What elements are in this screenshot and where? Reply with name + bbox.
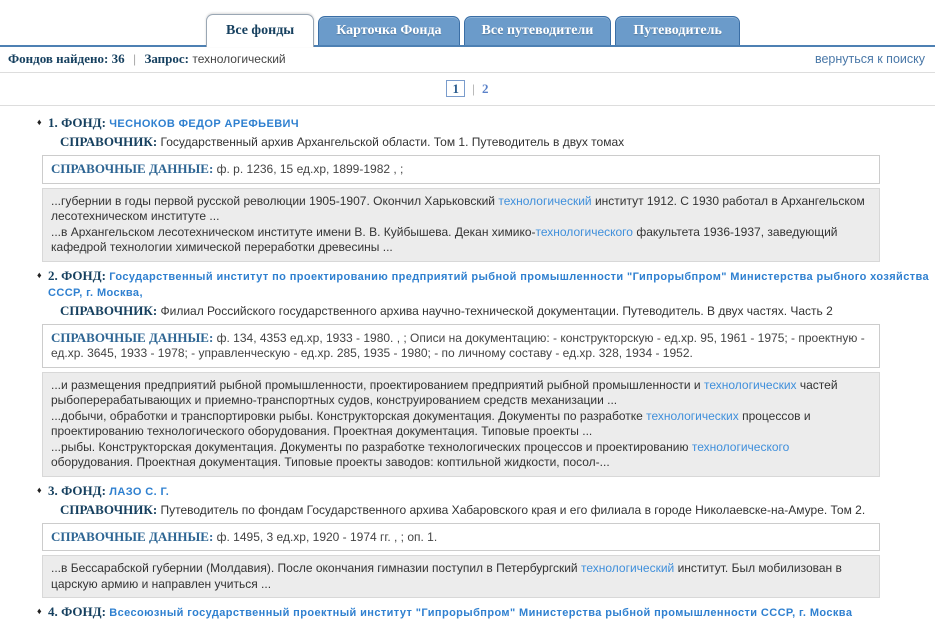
reference-data-label: СПРАВОЧНЫЕ ДАННЫЕ: [51,329,214,345]
fund-name-link[interactable]: ЛАЗО С. Г. [109,485,170,498]
snippet-text-before: ...рыбы. Конструкторская документация. Документы по разработке технологических процессов и проектированию [51,439,692,454]
found-count: 36 [111,51,125,66]
tab-fund-card[interactable]: Карточка Фонда [318,16,459,45]
found-label: Фондов найдено: [8,51,109,66]
guide-text: Путеводитель по фондам Государственного архива Хабаровского края и его филиала в городе Николаевске-на-Амуре. Том 2. [160,502,866,517]
reference-data-box [42,324,880,368]
reference-data-text: ф. 1495, 3 ед.хр, 1920 - 1974 гг. , ; оп. 1. [216,529,438,544]
diamond-bullet-icon: ♦ [37,484,42,495]
tab-guide[interactable]: Путеводитель [615,16,740,45]
snippet-text-after: институт 1912. С 1930 работал в Архангельском лесотехническом институте ... [51,193,865,223]
reference-data-text: ф. р. 1236, 15 ед.хр, 1899-1982 , ; [216,162,404,176]
snippet-line [51,378,871,409]
snippet-text-before: ...и размещения предприятий рыбной промышленности, проектированием предприятий рыбной промышленности и [51,377,704,392]
page-separator: | [472,81,475,96]
diamond-bullet-icon: ♦ [37,606,42,616]
result-entry [37,483,935,599]
guide-row [60,303,935,322]
snippet-text-after: институт. Был мобилизован в царскую армию и направлен учиться ... [51,561,842,591]
highlighted-search-term[interactable]: технологических [703,377,797,392]
highlighted-search-term[interactable]: технологический [580,561,675,575]
entry-title-row [48,268,935,303]
reference-data-label: СПРАВОЧНЫЕ ДАННЫЕ: [51,161,214,176]
pagination [0,73,935,106]
fund-label: ФОНД: [61,267,106,283]
diamond-bullet-icon: ♦ [37,117,42,127]
page-link-2[interactable]: 2 [482,81,489,96]
snippet-line [51,561,871,592]
guide-row [60,502,935,521]
snippet-text-before: ...в Бессарабской губернии (Молдавия). После окончания гимназии поступил в Петербургский [51,561,581,575]
reference-data-box [42,155,880,184]
highlighted-search-term[interactable]: технологического [535,224,633,239]
reference-data-box [42,523,880,552]
snippet-text-after: процессов и проектированию технологического оборудования. Проектная документация. Типовые проекты ... [51,408,811,438]
snippet-line [51,194,871,225]
highlighted-search-term[interactable]: технологический [498,193,592,208]
diamond-bullet-icon: ♦ [37,269,42,280]
fund-label: ФОНД: [61,115,106,130]
result-entry [37,268,935,477]
result-entry [37,604,935,623]
entry-title-row [48,483,935,502]
fund-label: ФОНД: [61,604,106,619]
snippet-text-after: частей рыбоперерабатывающих и приемно-транспортных судов, конструированием средств механизации ... [51,377,838,407]
entry-number: 2. [48,267,58,283]
header-separator: | [133,52,137,66]
reference-data-label: СПРАВОЧНЫЕ ДАННЫЕ: [51,528,214,544]
snippet-text-before: ...добычи, обработки и транспортировки рыбы. Конструкторская документация. Документы по разработке [51,408,647,423]
fund-label: ФОНД: [61,482,106,498]
highlighted-search-term[interactable]: технологических [646,408,739,423]
entry-title-row [48,604,935,623]
result-summary [8,51,286,67]
guide-text: Государственный архив Архангельской области. Том 1. Путеводитель в двух томах [160,135,625,149]
snippet-text-before: ...губернии в годы первой русской революции 1905-1907. Окончил Харьковский [51,193,499,208]
entry-title-row [48,115,935,134]
result-header [0,47,935,73]
guide-label: СПРАВОЧНИК: [60,134,158,149]
query-label: Запрос: [144,51,189,66]
snippet-line [51,225,871,256]
fund-name-link[interactable]: ЧЕСНОКОВ ФЕДОР АРЕФЬЕВИЧ [109,118,299,130]
entry-number: 3. [48,482,58,498]
tab-bar [0,0,935,47]
snippet-text-before: ...в Архангельском лесотехническом институте имени В. В. Куйбышева. Декан химико- [51,224,536,239]
entry-number: 1. [48,115,58,130]
tab-all-funds[interactable]: Все фонды [206,14,314,47]
fund-name-link[interactable]: Всесоюзный государственный проектный институт "Гипрорыбпром" Министерства рыбной промышленности СССР, г. Москва [109,607,853,619]
snippet-text-after: оборудования. Проектная документация. Типовые проекты заводов: коптильной жидкости, посол-... [51,455,610,469]
page-current: 1 [446,80,465,97]
snippet-box [42,555,880,598]
snippet-line [51,409,871,440]
query-value: технологический [192,52,286,66]
snippet-line [51,440,871,471]
guide-text: Филиал Российского государственного архива научно-технической документации. Путеводитель. В двух частях. Часть 2 [160,303,833,318]
reference-data-text: ф. 134, 4353 ед.хр, 1933 - 1980. , ; Описи на документацию: - конструкторскую - ед.хр. 95, 1961 - 1975; - проектную - ед.хр. 3645, 1933 - 1978; - управленческую - ед.хр. 285, 1935 - 1980; - по личному составу - ед.хр. 328, 1934 - 1952. [51,330,865,360]
snippet-box [42,372,880,477]
snippet-box [42,188,880,262]
highlighted-search-term[interactable]: технологического [691,439,790,454]
guide-label: СПРАВОЧНИК: [60,302,158,318]
entry-number: 4. [48,604,58,619]
fund-name-link[interactable]: Государственный институт по проектированию предприятий рыбной промышленности "Гипрорыбпром" Министерства рыбного хозяйства СССР, г. Москва, [48,270,930,299]
results-list [0,106,935,623]
snippet-text-after: факультета 1936-1937, заведующий кафедрой технологии химической переработки древесины ... [51,224,838,254]
result-entry [37,115,935,262]
tab-all-guides[interactable]: Все путеводители [464,16,612,45]
guide-row [60,134,935,153]
back-to-search-link[interactable]: вернуться к поиску [814,52,925,66]
guide-label: СПРАВОЧНИК: [60,501,158,517]
